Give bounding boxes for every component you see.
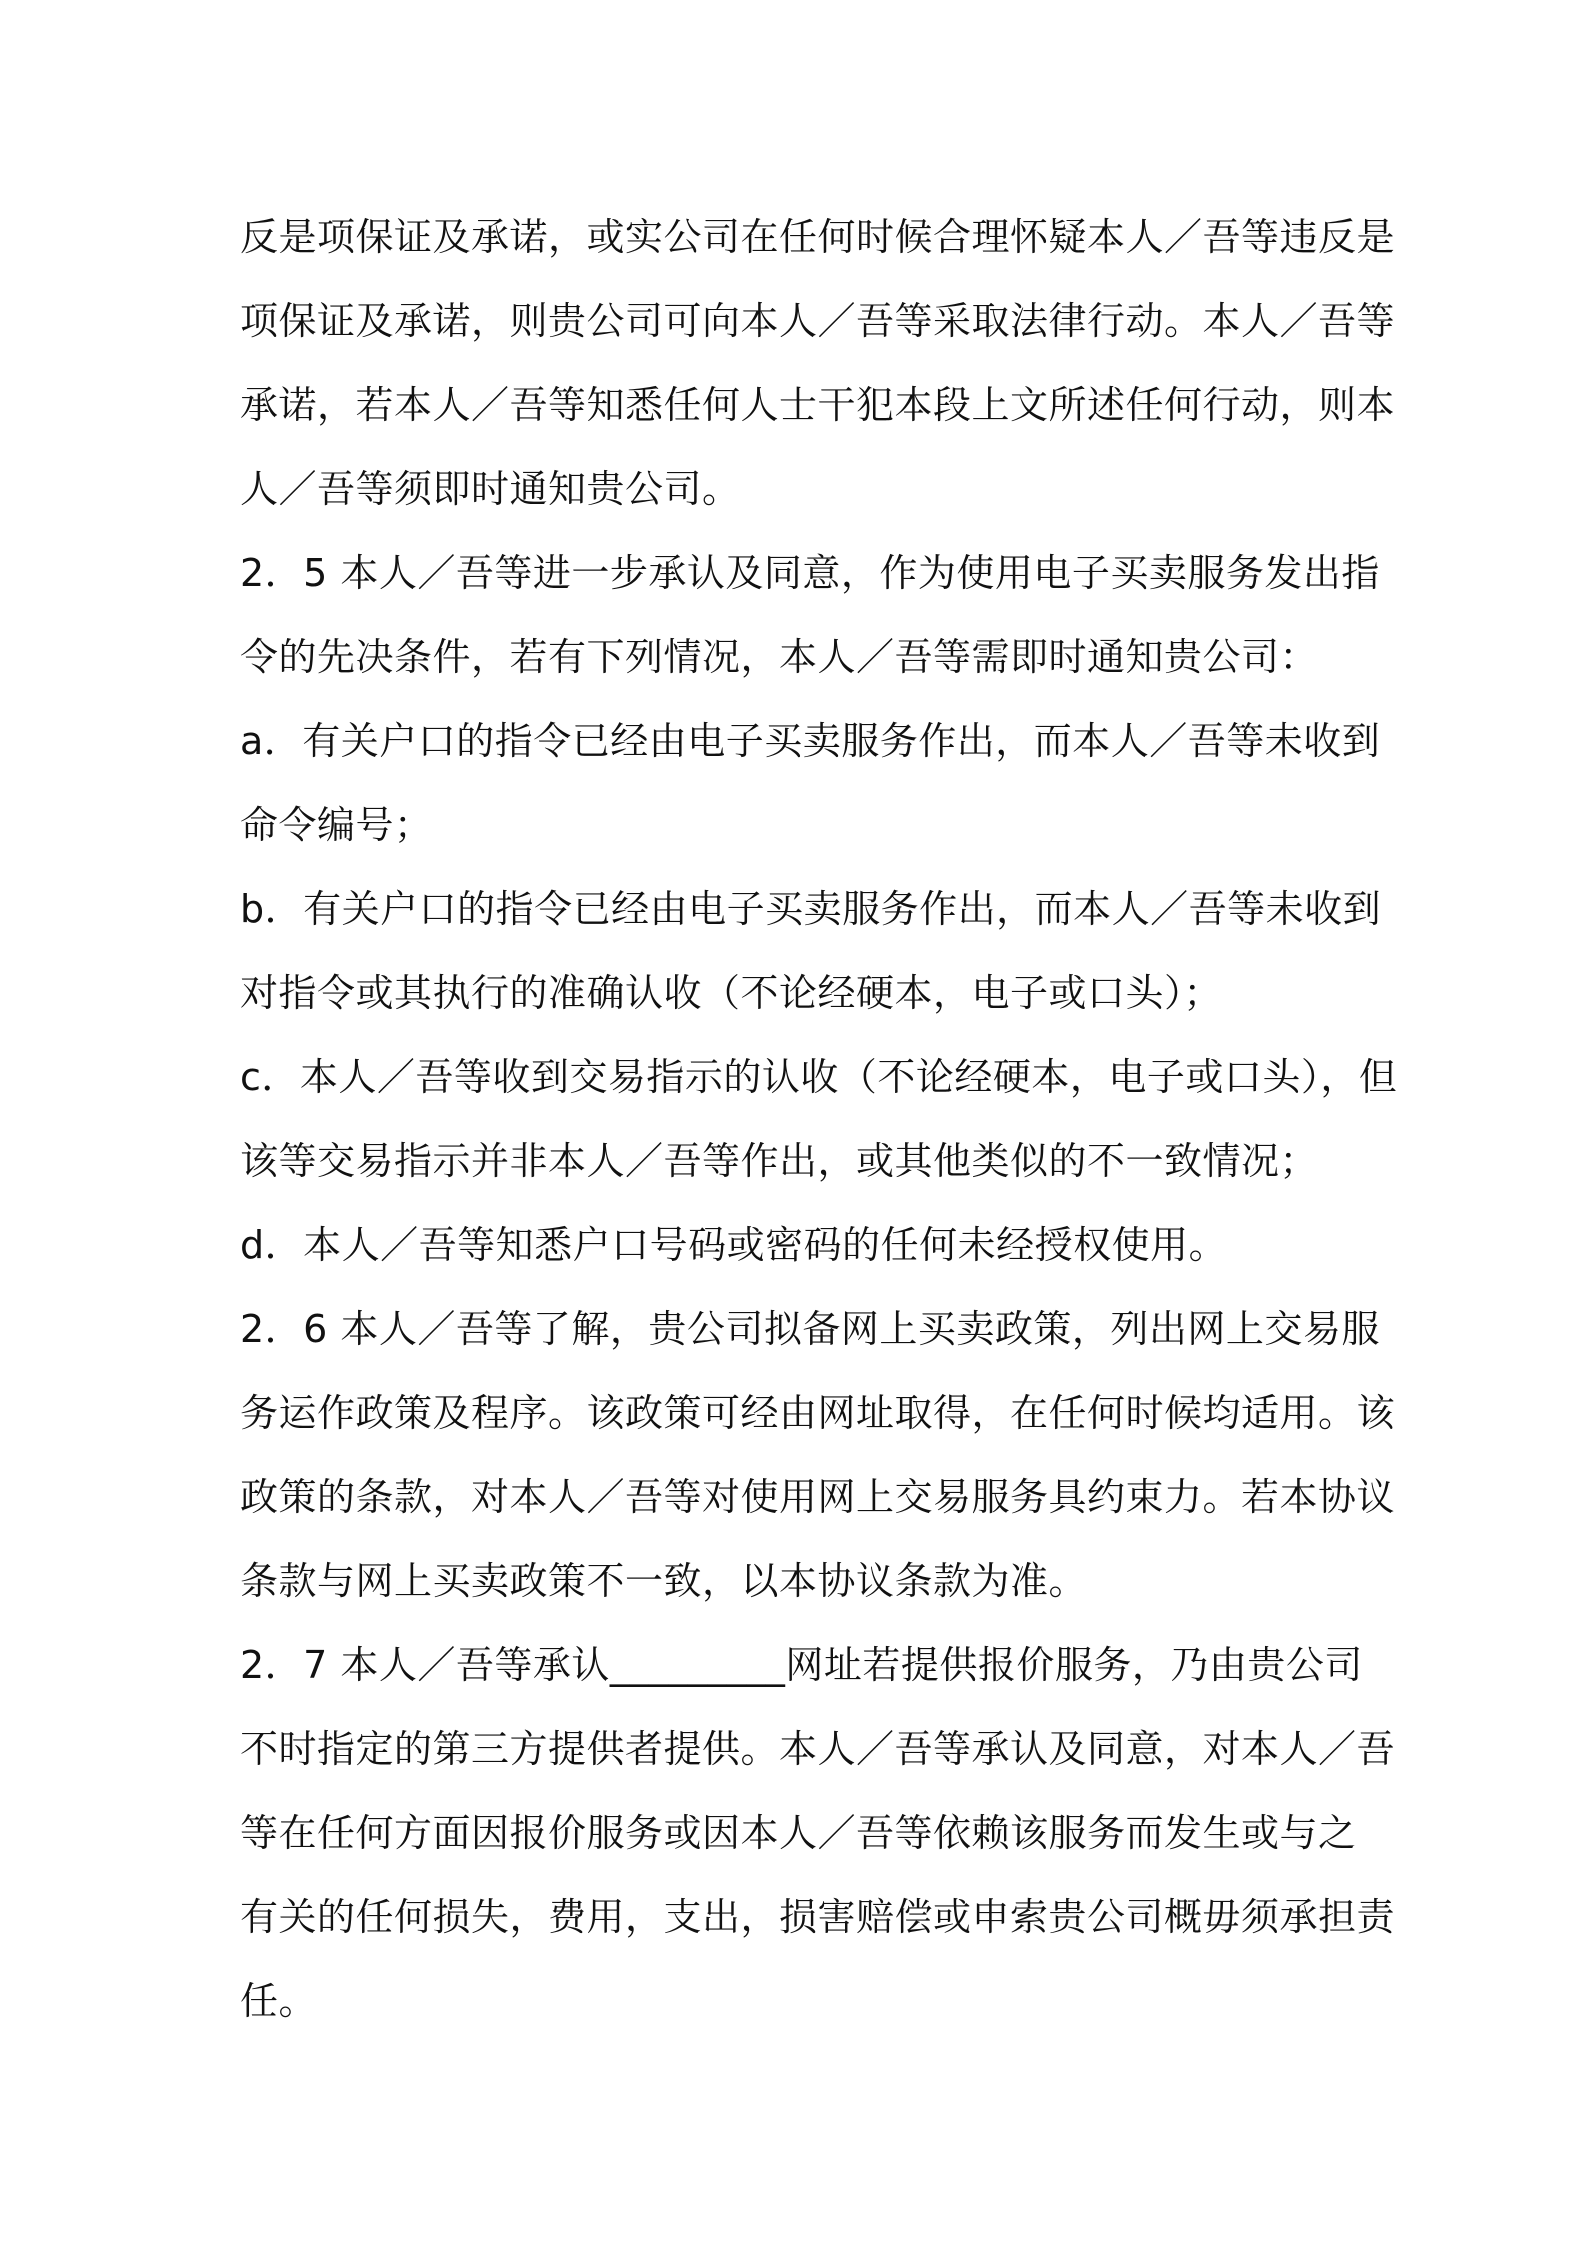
- text-line: 2．5 本人／吾等进一步承认及同意，作为使用电子买卖服务发出指: [240, 551, 1380, 595]
- text-line: 命令编号；: [240, 803, 433, 847]
- text-line: 2．7 本人／吾等承认_________网址若提供报价服务，乃由贵公司: [240, 1643, 1363, 1687]
- text-line: 条款与网上买卖政策不一致，以本协议条款为准。: [240, 1559, 1088, 1603]
- text-line: 令的先决条件，若有下列情况，本人／吾等需即时通知贵公司：: [240, 635, 1319, 679]
- text-line: 承诺，若本人／吾等知悉任何人士干犯本段上文所述任何行动，则本: [240, 383, 1396, 427]
- text-line: 2．6 本人／吾等了解，贵公司拟备网上买卖政策，列出网上交易服: [240, 1307, 1380, 1351]
- text-line: 人／吾等须即时通知贵公司。: [240, 467, 741, 511]
- text-line: 项保证及承诺，则贵公司可向本人／吾等采取法律行动。本人／吾等: [240, 299, 1396, 343]
- text-line: 不时指定的第三方提供者提供。本人／吾等承认及同意，对本人／吾: [240, 1727, 1396, 1771]
- text-line: 对指令或其执行的准确认收（不论经硬本，电子或口头）；: [240, 971, 1223, 1015]
- text-line: 反是项保证及承诺，或实公司在任何时候合理怀疑本人／吾等违反是: [240, 215, 1396, 259]
- text-line: 有关的任何损失，费用，支出，损害赔偿或申索贵公司概毋须承担责: [240, 1895, 1396, 1939]
- text-line: 任。: [240, 1979, 318, 2023]
- text-line: 等在任何方面因报价服务或因本人／吾等依赖该服务而发生或与之: [240, 1811, 1357, 1855]
- text-line: d．本人／吾等知悉户口号码或密码的任何未经授权使用。: [240, 1223, 1228, 1267]
- text-line: b．有关户口的指令已经由电子买卖服务作出，而本人／吾等未收到: [240, 887, 1382, 931]
- document-body: [240, 195, 1398, 2043]
- text-line: 该等交易指示并非本人／吾等作出，或其他类似的不一致情况；: [240, 1139, 1319, 1183]
- text-line: a．有关户口的指令已经由电子买卖服务作出，而本人／吾等未收到: [240, 719, 1381, 763]
- text-line: 务运作政策及程序。该政策可经由网址取得，在任何时候均适用。该: [240, 1391, 1396, 1435]
- text-line: c．本人／吾等收到交易指示的认收（不论经硬本，电子或口头），但: [240, 1055, 1398, 1099]
- text-line: 政策的条款，对本人／吾等对使用网上交易服务具约束力。若本协议: [240, 1475, 1396, 1519]
